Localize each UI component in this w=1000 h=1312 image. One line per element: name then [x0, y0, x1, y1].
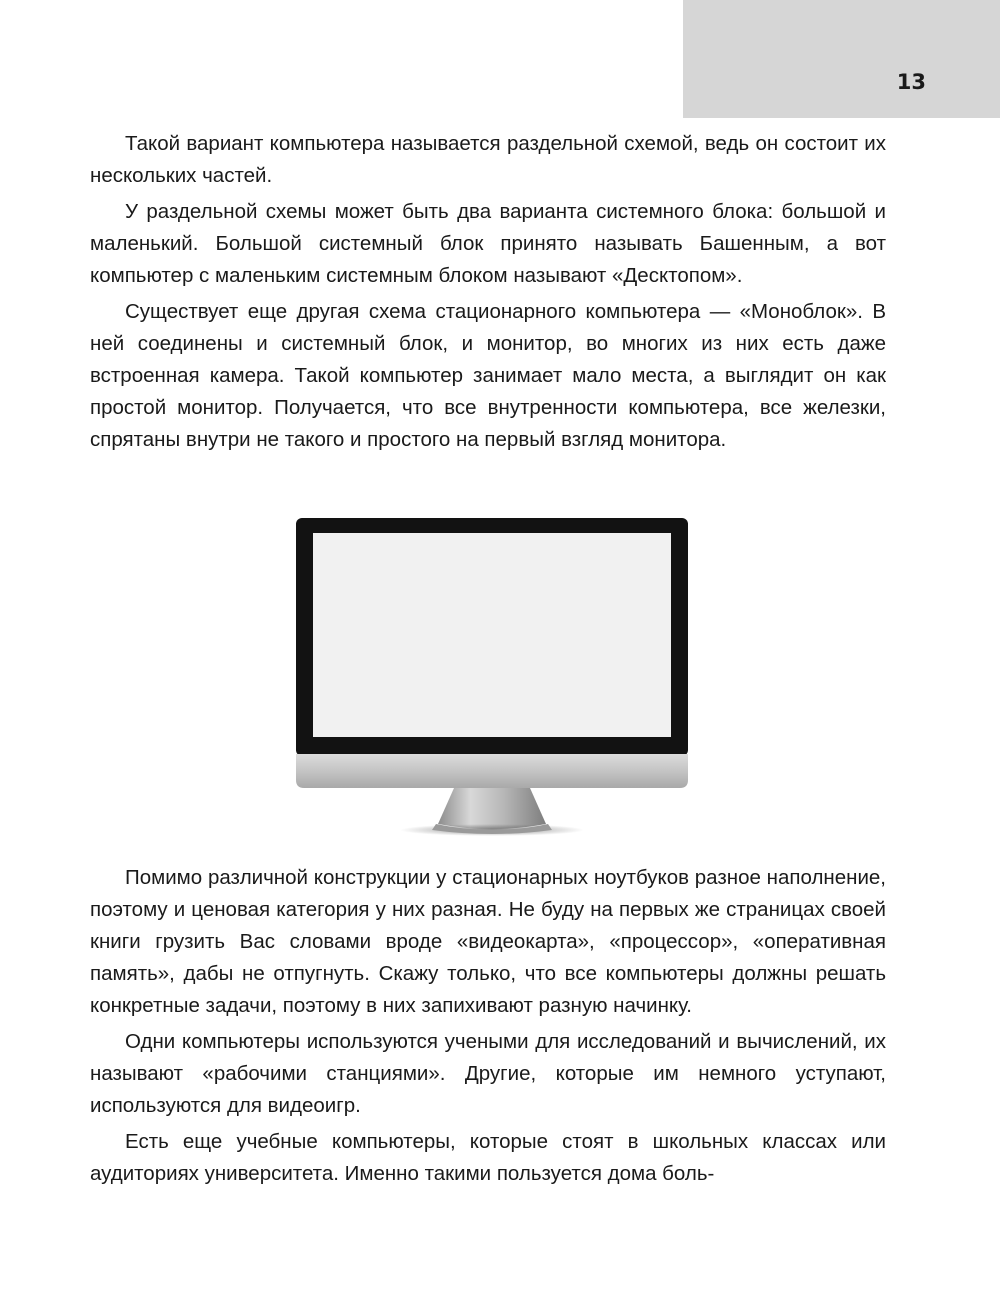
paragraph: Такой вариант компьютера называется раздельной схемой, ведь он состоит их нескольких частей. [90, 132, 886, 187]
monitor-stand [438, 788, 546, 829]
page-number-tab [683, 0, 1000, 118]
page-number: 13 [896, 70, 926, 94]
text-block-bottom [90, 862, 886, 1194]
monitor-screen [313, 533, 671, 737]
paragraph: Помимо различной конструкции у стационарных ноутбуков разное наполнение, поэтому и ценовая категория у них разная. Не буду на первых же страницах своей книги грузить Вас словами вроде «видеокарта», «процессор», «оперативная память», дабы не отпугнуть. Скажу только, что все компьютеры должны решать конкретные задачи, поэтому в них запихивают разную начинку. [90, 866, 886, 1017]
paragraph: Есть еще учебные компьютеры, которые стоят в школьных классах или аудиториях университета. Именно такими пользуется дома боль- [90, 1130, 886, 1185]
monoblock-monitor-icon [296, 518, 688, 840]
paragraph: У раздельной схемы может быть два варианта системного блока: большой и маленький. Большой системный блок принято называть Башенным, а вот компьютер с маленьким системным блоком называют «Десктопом». [90, 200, 886, 287]
paragraph: Существует еще другая схема стационарного компьютера — «Моноблок». В ней соединены и системный блок, и монитор, во многих из них есть даже встроенная камера. Такой компьютер занимает мало места, а выглядит он как простой монитор. Получается, что все внутренности компьютера, все железки, спрятаны внутри не такого и простого на первый взгляд монитора. [90, 300, 886, 451]
monoblock-figure [296, 518, 688, 840]
paragraph: Одни компьютеры используются учеными для исследований и вычислений, их называют «рабочими станциями». Другие, которые им немного уступают, используются для видеоигр. [90, 1030, 886, 1117]
monitor-chin [296, 754, 688, 788]
text-block-top [90, 128, 886, 460]
